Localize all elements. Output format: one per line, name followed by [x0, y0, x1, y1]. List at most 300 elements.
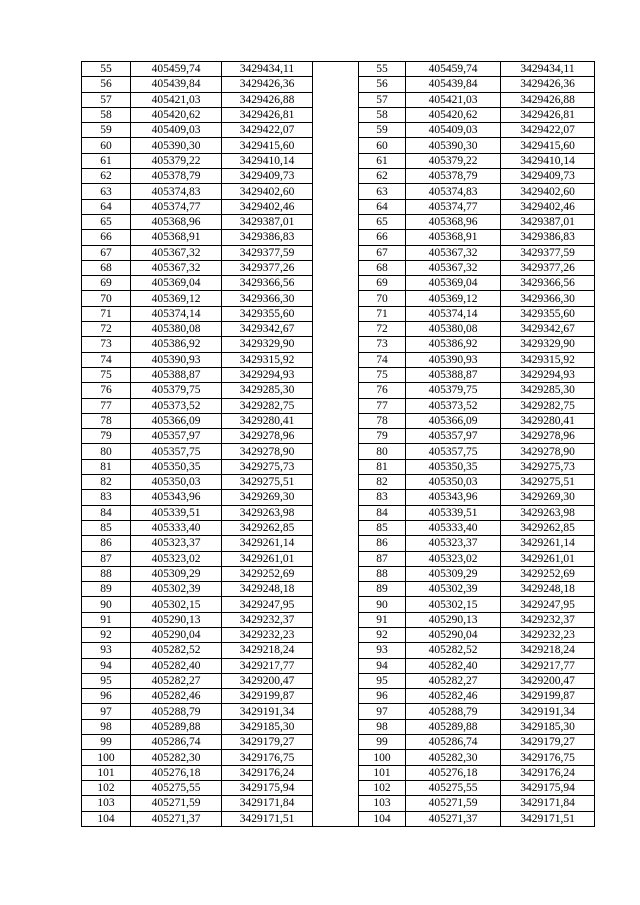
right-x-coordinate-cell: 405379,75 [406, 383, 501, 398]
table-row [82, 765, 595, 780]
right-x-coordinate-cell: 405390,93 [406, 352, 501, 367]
table-row [82, 582, 595, 597]
left-x-coordinate-cell: 405302,15 [131, 597, 222, 612]
table-row [82, 123, 595, 138]
right-x-coordinate-cell: 405275,55 [406, 780, 501, 795]
right-point-number-cell: 56 [359, 77, 406, 92]
left-y-coordinate-cell: 3429402,60 [222, 184, 313, 199]
column-gap [313, 582, 359, 597]
left-y-coordinate-cell: 3429280,41 [222, 413, 313, 428]
left-point-number-cell: 89 [82, 582, 131, 597]
right-y-coordinate-cell: 3429377,26 [501, 260, 595, 275]
right-x-coordinate-cell: 405282,27 [406, 673, 501, 688]
column-gap [313, 597, 359, 612]
right-y-coordinate-cell: 3429175,94 [501, 780, 595, 795]
right-y-coordinate-cell: 3429176,24 [501, 765, 595, 780]
right-point-number-cell: 64 [359, 199, 406, 214]
right-x-coordinate-cell: 405374,83 [406, 184, 501, 199]
left-point-number-cell: 72 [82, 322, 131, 337]
right-y-coordinate-cell: 3429200,47 [501, 673, 595, 688]
left-y-coordinate-cell: 3429402,46 [222, 199, 313, 214]
left-point-number-cell: 92 [82, 627, 131, 642]
column-gap [313, 704, 359, 719]
left-x-coordinate-cell: 405368,91 [131, 230, 222, 245]
left-x-coordinate-cell: 405369,12 [131, 291, 222, 306]
left-point-number-cell: 101 [82, 765, 131, 780]
column-gap [313, 62, 359, 77]
left-point-number-cell: 58 [82, 107, 131, 122]
left-point-number-cell: 57 [82, 92, 131, 107]
left-x-coordinate-cell: 405374,77 [131, 199, 222, 214]
left-y-coordinate-cell: 3429409,73 [222, 169, 313, 184]
left-point-number-cell: 85 [82, 520, 131, 535]
right-x-coordinate-cell: 405323,02 [406, 551, 501, 566]
left-y-coordinate-cell: 3429415,60 [222, 138, 313, 153]
left-y-coordinate-cell: 3429200,47 [222, 673, 313, 688]
right-y-coordinate-cell: 3429366,30 [501, 291, 595, 306]
left-x-coordinate-cell: 405368,96 [131, 214, 222, 229]
table-row [82, 704, 595, 719]
right-point-number-cell: 92 [359, 627, 406, 642]
right-y-coordinate-cell: 3429171,84 [501, 796, 595, 811]
right-y-coordinate-cell: 3429252,69 [501, 566, 595, 581]
table-row [82, 643, 595, 658]
table-row [82, 291, 595, 306]
left-point-number-cell: 96 [82, 689, 131, 704]
left-x-coordinate-cell: 405374,14 [131, 306, 222, 321]
right-y-coordinate-cell: 3429261,14 [501, 536, 595, 551]
right-y-coordinate-cell: 3429282,75 [501, 398, 595, 413]
left-point-number-cell: 70 [82, 291, 131, 306]
right-y-coordinate-cell: 3429434,11 [501, 62, 595, 77]
left-x-coordinate-cell: 405390,93 [131, 352, 222, 367]
right-y-coordinate-cell: 3429171,51 [501, 811, 595, 826]
table-row [82, 322, 595, 337]
right-point-number-cell: 91 [359, 612, 406, 627]
right-point-number-cell: 62 [359, 169, 406, 184]
right-y-coordinate-cell: 3429422,07 [501, 123, 595, 138]
table-row [82, 673, 595, 688]
left-x-coordinate-cell: 405290,04 [131, 627, 222, 642]
column-gap [313, 811, 359, 826]
right-x-coordinate-cell: 405282,40 [406, 658, 501, 673]
right-x-coordinate-cell: 405367,32 [406, 245, 501, 260]
left-y-coordinate-cell: 3429329,90 [222, 337, 313, 352]
table-row [82, 597, 595, 612]
right-y-coordinate-cell: 3429199,87 [501, 689, 595, 704]
table-row [82, 398, 595, 413]
right-point-number-cell: 66 [359, 230, 406, 245]
right-point-number-cell: 79 [359, 429, 406, 444]
right-point-number-cell: 93 [359, 643, 406, 658]
left-y-coordinate-cell: 3429387,01 [222, 214, 313, 229]
right-y-coordinate-cell: 3429285,30 [501, 383, 595, 398]
column-gap [313, 475, 359, 490]
left-point-number-cell: 79 [82, 429, 131, 444]
right-y-coordinate-cell: 3429402,46 [501, 199, 595, 214]
right-point-number-cell: 65 [359, 214, 406, 229]
right-y-coordinate-cell: 3429185,30 [501, 719, 595, 734]
column-gap [313, 750, 359, 765]
right-y-coordinate-cell: 3429278,96 [501, 429, 595, 444]
right-point-number-cell: 99 [359, 735, 406, 750]
right-x-coordinate-cell: 405439,84 [406, 77, 501, 92]
right-y-coordinate-cell: 3429342,67 [501, 322, 595, 337]
right-x-coordinate-cell: 405286,74 [406, 735, 501, 750]
right-x-coordinate-cell: 405282,30 [406, 750, 501, 765]
left-point-number-cell: 86 [82, 536, 131, 551]
table-row [82, 260, 595, 275]
right-point-number-cell: 88 [359, 566, 406, 581]
column-gap [313, 138, 359, 153]
right-x-coordinate-cell: 405289,88 [406, 719, 501, 734]
left-point-number-cell: 87 [82, 551, 131, 566]
left-point-number-cell: 104 [82, 811, 131, 826]
right-x-coordinate-cell: 405374,14 [406, 306, 501, 321]
column-gap [313, 199, 359, 214]
left-y-coordinate-cell: 3429185,30 [222, 719, 313, 734]
left-y-coordinate-cell: 3429171,84 [222, 796, 313, 811]
left-y-coordinate-cell: 3429377,59 [222, 245, 313, 260]
column-gap [313, 184, 359, 199]
left-x-coordinate-cell: 405282,27 [131, 673, 222, 688]
column-gap [313, 352, 359, 367]
left-point-number-cell: 61 [82, 153, 131, 168]
right-y-coordinate-cell: 3429426,88 [501, 92, 595, 107]
left-x-coordinate-cell: 405309,29 [131, 566, 222, 581]
left-point-number-cell: 100 [82, 750, 131, 765]
left-point-number-cell: 75 [82, 367, 131, 382]
right-x-coordinate-cell: 405390,30 [406, 138, 501, 153]
column-gap [313, 673, 359, 688]
table-row [82, 337, 595, 352]
left-x-coordinate-cell: 405369,04 [131, 276, 222, 291]
column-gap [313, 612, 359, 627]
right-x-coordinate-cell: 405333,40 [406, 520, 501, 535]
left-y-coordinate-cell: 3429217,77 [222, 658, 313, 673]
right-y-coordinate-cell: 3429315,92 [501, 352, 595, 367]
right-y-coordinate-cell: 3429410,14 [501, 153, 595, 168]
left-x-coordinate-cell: 405388,87 [131, 367, 222, 382]
right-y-coordinate-cell: 3429280,41 [501, 413, 595, 428]
left-point-number-cell: 102 [82, 780, 131, 795]
right-point-number-cell: 73 [359, 337, 406, 352]
left-x-coordinate-cell: 405302,39 [131, 582, 222, 597]
left-x-coordinate-cell: 405282,46 [131, 689, 222, 704]
right-x-coordinate-cell: 405378,79 [406, 169, 501, 184]
left-y-coordinate-cell: 3429294,93 [222, 367, 313, 382]
left-y-coordinate-cell: 3429285,30 [222, 383, 313, 398]
column-gap [313, 735, 359, 750]
right-point-number-cell: 100 [359, 750, 406, 765]
column-gap [313, 276, 359, 291]
column-gap [313, 658, 359, 673]
right-x-coordinate-cell: 405368,96 [406, 214, 501, 229]
table-row [82, 153, 595, 168]
right-point-number-cell: 85 [359, 520, 406, 535]
left-point-number-cell: 63 [82, 184, 131, 199]
left-y-coordinate-cell: 3429434,11 [222, 62, 313, 77]
right-x-coordinate-cell: 405339,51 [406, 505, 501, 520]
left-point-number-cell: 97 [82, 704, 131, 719]
left-x-coordinate-cell: 405271,59 [131, 796, 222, 811]
left-y-coordinate-cell: 3429377,26 [222, 260, 313, 275]
right-x-coordinate-cell: 405409,03 [406, 123, 501, 138]
left-y-coordinate-cell: 3429278,90 [222, 444, 313, 459]
left-x-coordinate-cell: 405276,18 [131, 765, 222, 780]
right-point-number-cell: 80 [359, 444, 406, 459]
left-x-coordinate-cell: 405386,92 [131, 337, 222, 352]
left-y-coordinate-cell: 3429175,94 [222, 780, 313, 795]
right-point-number-cell: 97 [359, 704, 406, 719]
right-x-coordinate-cell: 405290,13 [406, 612, 501, 627]
right-point-number-cell: 94 [359, 658, 406, 673]
left-x-coordinate-cell: 405350,03 [131, 475, 222, 490]
right-x-coordinate-cell: 405369,12 [406, 291, 501, 306]
left-point-number-cell: 78 [82, 413, 131, 428]
column-gap [313, 214, 359, 229]
left-x-coordinate-cell: 405282,30 [131, 750, 222, 765]
coordinates-table [81, 61, 595, 827]
table-row [82, 245, 595, 260]
right-y-coordinate-cell: 3429377,59 [501, 245, 595, 260]
right-y-coordinate-cell: 3429247,95 [501, 597, 595, 612]
right-point-number-cell: 84 [359, 505, 406, 520]
left-y-coordinate-cell: 3429218,24 [222, 643, 313, 658]
left-point-number-cell: 73 [82, 337, 131, 352]
column-gap [313, 153, 359, 168]
column-gap [313, 337, 359, 352]
left-y-coordinate-cell: 3429176,24 [222, 765, 313, 780]
left-x-coordinate-cell: 405343,96 [131, 490, 222, 505]
left-y-coordinate-cell: 3429282,75 [222, 398, 313, 413]
column-gap [313, 92, 359, 107]
right-x-coordinate-cell: 405290,04 [406, 627, 501, 642]
table-row [82, 62, 595, 77]
left-x-coordinate-cell: 405379,75 [131, 383, 222, 398]
right-y-coordinate-cell: 3429269,30 [501, 490, 595, 505]
column-gap [313, 490, 359, 505]
left-point-number-cell: 69 [82, 276, 131, 291]
left-y-coordinate-cell: 3429410,14 [222, 153, 313, 168]
column-gap [313, 306, 359, 321]
table-row [82, 719, 595, 734]
right-y-coordinate-cell: 3429261,01 [501, 551, 595, 566]
left-x-coordinate-cell: 405390,30 [131, 138, 222, 153]
right-x-coordinate-cell: 405271,59 [406, 796, 501, 811]
column-gap [313, 429, 359, 444]
left-x-coordinate-cell: 405367,32 [131, 260, 222, 275]
left-point-number-cell: 95 [82, 673, 131, 688]
left-point-number-cell: 66 [82, 230, 131, 245]
table-row [82, 627, 595, 642]
column-gap [313, 643, 359, 658]
right-point-number-cell: 70 [359, 291, 406, 306]
right-y-coordinate-cell: 3429263,98 [501, 505, 595, 520]
right-x-coordinate-cell: 405386,92 [406, 337, 501, 352]
column-gap [313, 77, 359, 92]
right-point-number-cell: 98 [359, 719, 406, 734]
column-gap [313, 444, 359, 459]
left-x-coordinate-cell: 405421,03 [131, 92, 222, 107]
column-gap [313, 245, 359, 260]
right-x-coordinate-cell: 405367,32 [406, 260, 501, 275]
left-point-number-cell: 62 [82, 169, 131, 184]
table-row [82, 566, 595, 581]
left-y-coordinate-cell: 3429269,30 [222, 490, 313, 505]
left-point-number-cell: 68 [82, 260, 131, 275]
right-y-coordinate-cell: 3429179,27 [501, 735, 595, 750]
right-y-coordinate-cell: 3429248,18 [501, 582, 595, 597]
right-x-coordinate-cell: 405350,03 [406, 475, 501, 490]
left-point-number-cell: 82 [82, 475, 131, 490]
left-point-number-cell: 98 [82, 719, 131, 734]
table-row [82, 429, 595, 444]
left-y-coordinate-cell: 3429426,81 [222, 107, 313, 122]
left-y-coordinate-cell: 3429261,01 [222, 551, 313, 566]
column-gap [313, 719, 359, 734]
column-gap [313, 536, 359, 551]
column-gap [313, 260, 359, 275]
column-gap [313, 398, 359, 413]
left-x-coordinate-cell: 405333,40 [131, 520, 222, 535]
table-row [82, 230, 595, 245]
coordinates-table-body [82, 62, 595, 827]
right-x-coordinate-cell: 405373,52 [406, 398, 501, 413]
left-point-number-cell: 71 [82, 306, 131, 321]
table-row [82, 276, 595, 291]
right-x-coordinate-cell: 405369,04 [406, 276, 501, 291]
left-point-number-cell: 76 [82, 383, 131, 398]
right-x-coordinate-cell: 405282,52 [406, 643, 501, 658]
table-row [82, 367, 595, 382]
left-x-coordinate-cell: 405282,40 [131, 658, 222, 673]
left-x-coordinate-cell: 405459,74 [131, 62, 222, 77]
left-point-number-cell: 55 [82, 62, 131, 77]
table-row [82, 796, 595, 811]
table-row [82, 612, 595, 627]
right-point-number-cell: 55 [359, 62, 406, 77]
left-x-coordinate-cell: 405282,52 [131, 643, 222, 658]
right-x-coordinate-cell: 405421,03 [406, 92, 501, 107]
right-y-coordinate-cell: 3429387,01 [501, 214, 595, 229]
right-point-number-cell: 86 [359, 536, 406, 551]
right-point-number-cell: 68 [359, 260, 406, 275]
table-row [82, 383, 595, 398]
left-y-coordinate-cell: 3429426,36 [222, 77, 313, 92]
left-y-coordinate-cell: 3429426,88 [222, 92, 313, 107]
right-x-coordinate-cell: 405276,18 [406, 765, 501, 780]
right-y-coordinate-cell: 3429426,36 [501, 77, 595, 92]
column-gap [313, 107, 359, 122]
column-gap [313, 689, 359, 704]
left-y-coordinate-cell: 3429252,69 [222, 566, 313, 581]
right-x-coordinate-cell: 405420,62 [406, 107, 501, 122]
left-point-number-cell: 88 [82, 566, 131, 581]
left-y-coordinate-cell: 3429247,95 [222, 597, 313, 612]
column-gap [313, 459, 359, 474]
table-row [82, 459, 595, 474]
table-row [82, 199, 595, 214]
table-row [82, 735, 595, 750]
right-y-coordinate-cell: 3429329,90 [501, 337, 595, 352]
left-x-coordinate-cell: 405275,55 [131, 780, 222, 795]
left-x-coordinate-cell: 405379,22 [131, 153, 222, 168]
column-gap [313, 765, 359, 780]
right-x-coordinate-cell: 405459,74 [406, 62, 501, 77]
table-row [82, 214, 595, 229]
column-gap [313, 505, 359, 520]
right-point-number-cell: 58 [359, 107, 406, 122]
column-gap [313, 123, 359, 138]
left-point-number-cell: 81 [82, 459, 131, 474]
column-gap [313, 566, 359, 581]
right-point-number-cell: 57 [359, 92, 406, 107]
left-x-coordinate-cell: 405409,03 [131, 123, 222, 138]
right-point-number-cell: 104 [359, 811, 406, 826]
left-x-coordinate-cell: 405420,62 [131, 107, 222, 122]
right-x-coordinate-cell: 405323,37 [406, 536, 501, 551]
left-y-coordinate-cell: 3429278,96 [222, 429, 313, 444]
right-point-number-cell: 76 [359, 383, 406, 398]
right-point-number-cell: 81 [359, 459, 406, 474]
right-y-coordinate-cell: 3429402,60 [501, 184, 595, 199]
left-point-number-cell: 56 [82, 77, 131, 92]
right-point-number-cell: 74 [359, 352, 406, 367]
left-y-coordinate-cell: 3429179,27 [222, 735, 313, 750]
left-y-coordinate-cell: 3429261,14 [222, 536, 313, 551]
right-point-number-cell: 71 [359, 306, 406, 321]
column-gap [313, 796, 359, 811]
table-row [82, 444, 595, 459]
right-point-number-cell: 90 [359, 597, 406, 612]
left-y-coordinate-cell: 3429232,23 [222, 627, 313, 642]
left-y-coordinate-cell: 3429191,34 [222, 704, 313, 719]
table-row [82, 92, 595, 107]
left-y-coordinate-cell: 3429366,56 [222, 276, 313, 291]
left-x-coordinate-cell: 405290,13 [131, 612, 222, 627]
table-row [82, 505, 595, 520]
right-point-number-cell: 87 [359, 551, 406, 566]
left-x-coordinate-cell: 405323,37 [131, 536, 222, 551]
right-y-coordinate-cell: 3429278,90 [501, 444, 595, 459]
right-point-number-cell: 67 [359, 245, 406, 260]
right-point-number-cell: 75 [359, 367, 406, 382]
left-y-coordinate-cell: 3429315,92 [222, 352, 313, 367]
left-y-coordinate-cell: 3429171,51 [222, 811, 313, 826]
left-y-coordinate-cell: 3429248,18 [222, 582, 313, 597]
right-y-coordinate-cell: 3429262,85 [501, 520, 595, 535]
right-point-number-cell: 82 [359, 475, 406, 490]
left-point-number-cell: 74 [82, 352, 131, 367]
left-point-number-cell: 67 [82, 245, 131, 260]
column-gap [313, 520, 359, 535]
left-x-coordinate-cell: 405367,32 [131, 245, 222, 260]
left-y-coordinate-cell: 3429366,30 [222, 291, 313, 306]
left-point-number-cell: 65 [82, 214, 131, 229]
right-point-number-cell: 63 [359, 184, 406, 199]
right-point-number-cell: 61 [359, 153, 406, 168]
column-gap [313, 291, 359, 306]
left-x-coordinate-cell: 405357,97 [131, 429, 222, 444]
left-x-coordinate-cell: 405373,52 [131, 398, 222, 413]
right-y-coordinate-cell: 3429217,77 [501, 658, 595, 673]
table-row [82, 475, 595, 490]
right-x-coordinate-cell: 405380,08 [406, 322, 501, 337]
left-y-coordinate-cell: 3429262,85 [222, 520, 313, 535]
left-y-coordinate-cell: 3429199,87 [222, 689, 313, 704]
table-row [82, 352, 595, 367]
